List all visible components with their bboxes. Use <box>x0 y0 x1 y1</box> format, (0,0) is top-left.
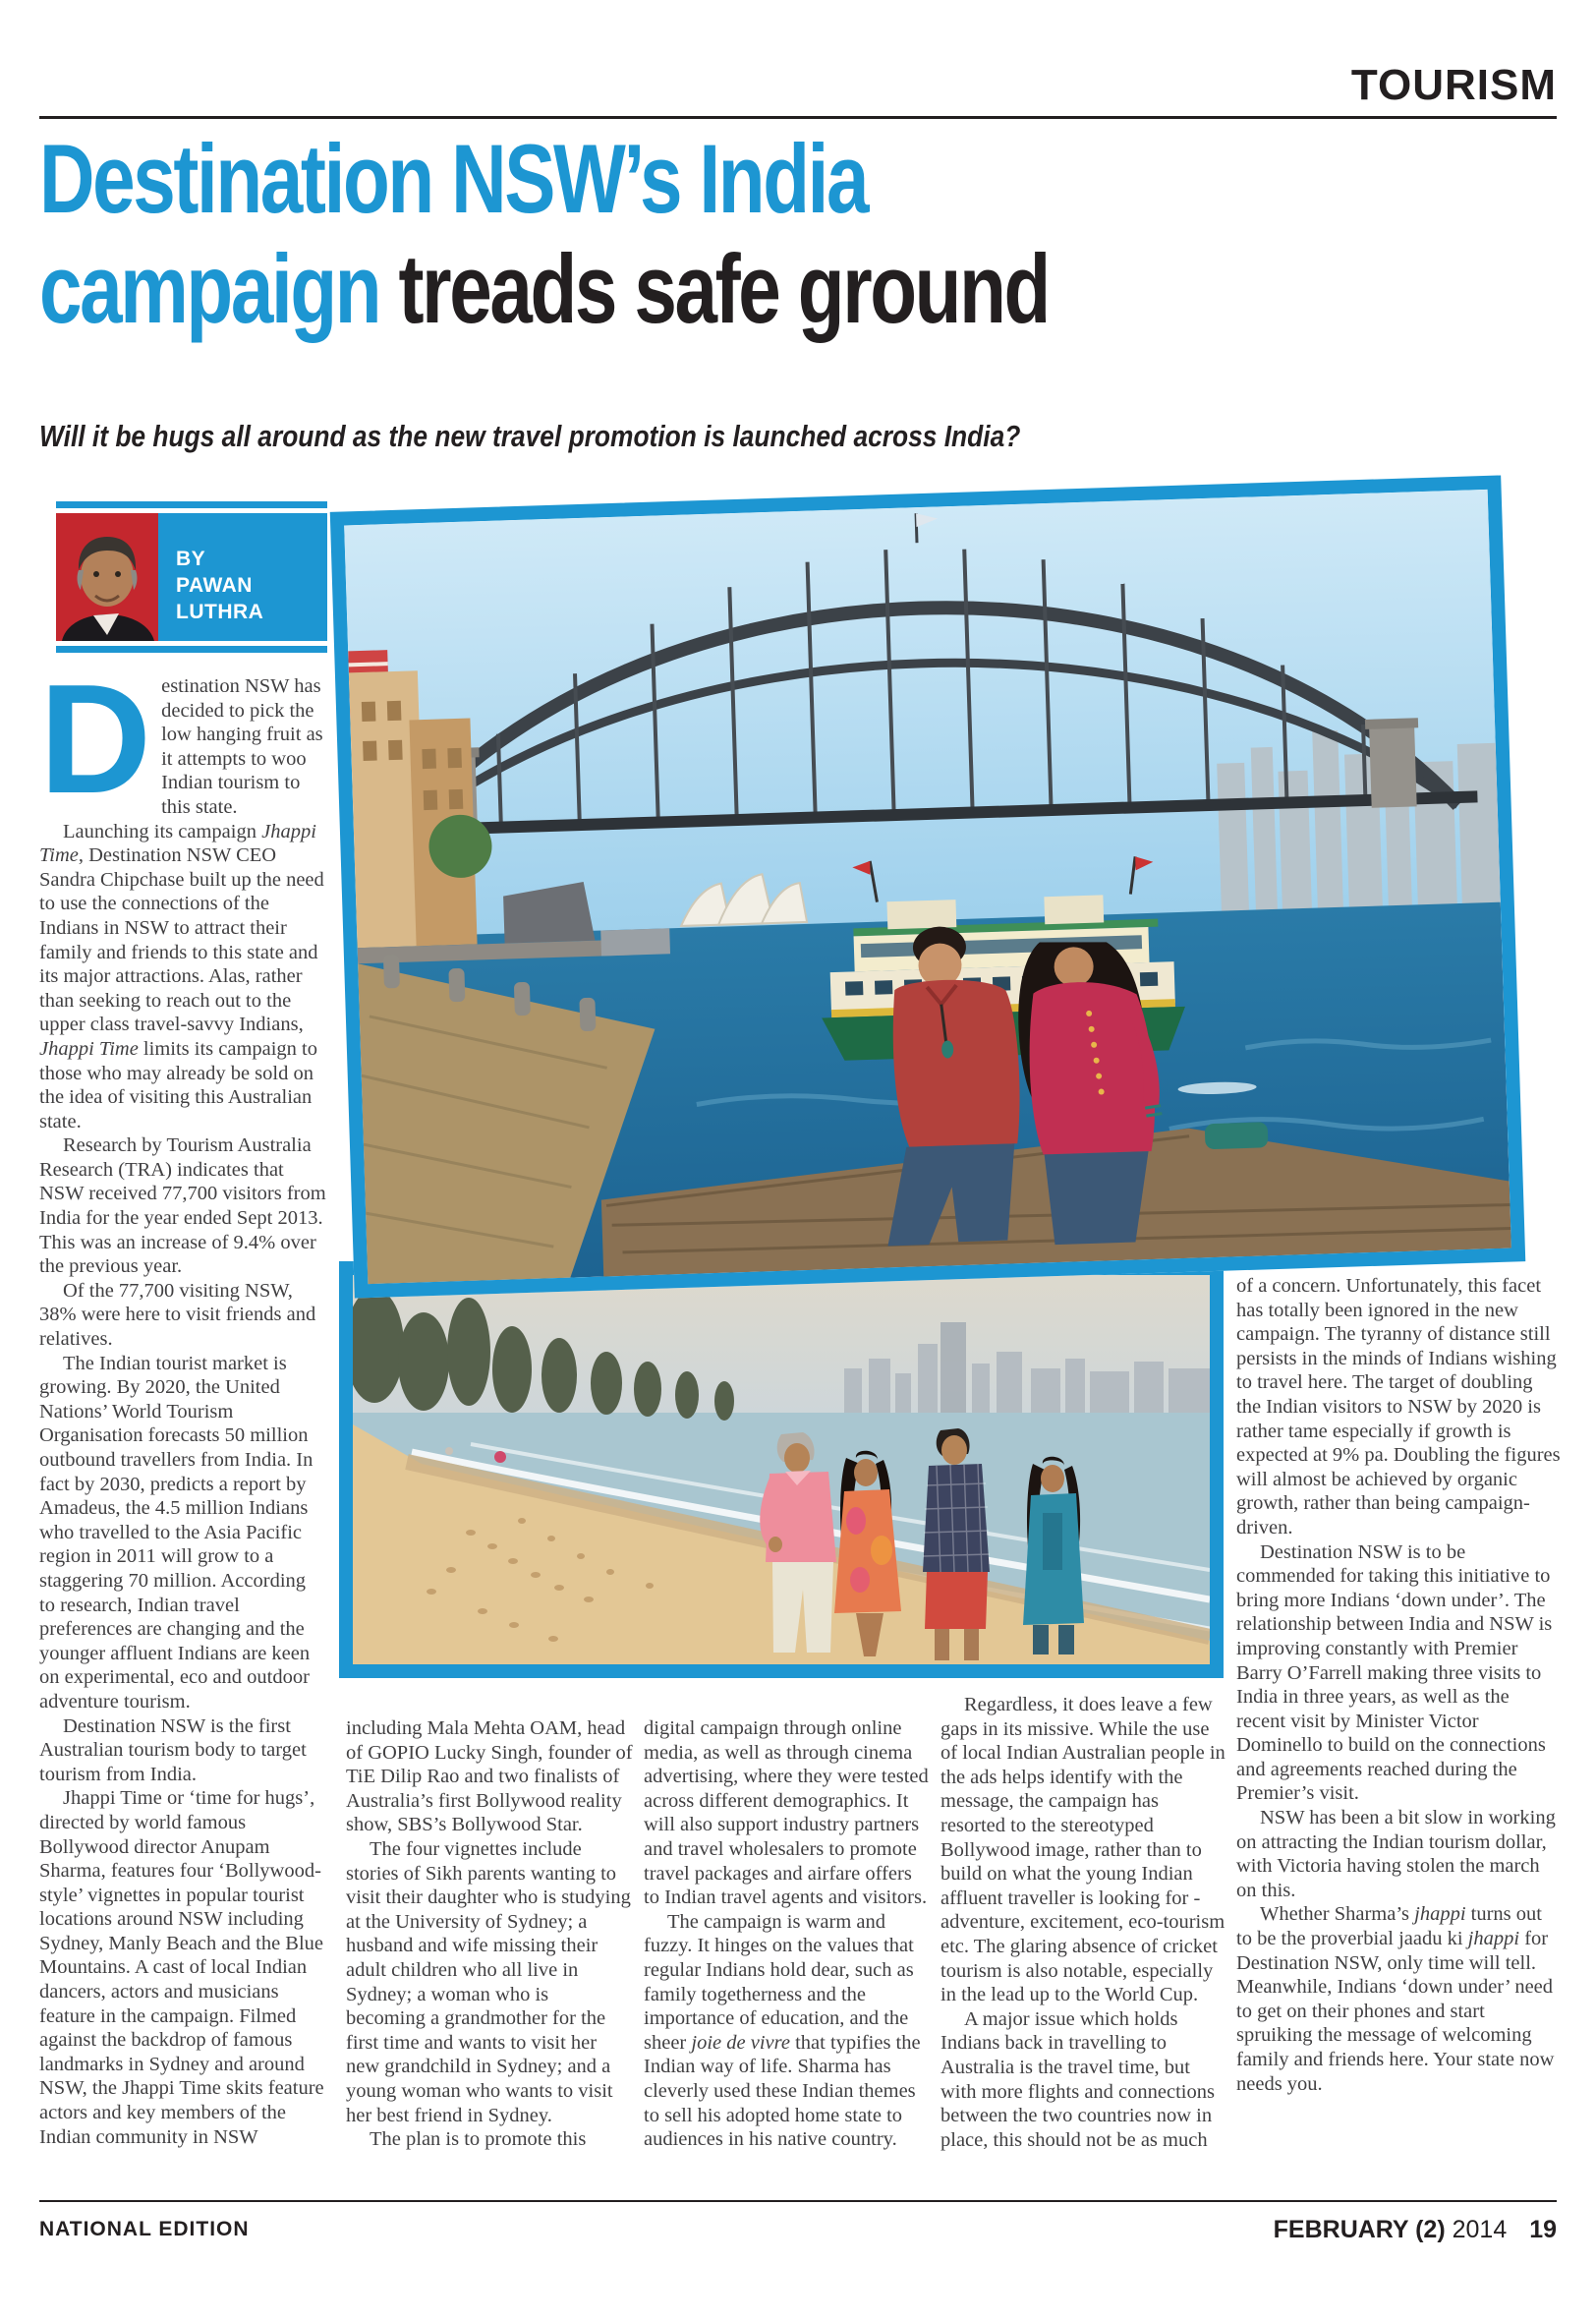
article-paragraph: The Indian tourist market is growing. By 2020, the United Nations’ World Tourism Organisation forecasts 50 million outbound travellers from India. In fact by 2030, predicts a report by Amadeus, the 4.5 million Indians who travelled to the Asia Pacific region in 2011 will grow to a staggering 70 million. According to research, Indian travel preferences are changing and the younger affluent Indians are keen on experimental, eco and outdoor adventure tourism. <box>39 1352 314 1712</box>
edition-label: NATIONAL EDITION <box>39 2218 250 2240</box>
byline-top-bar <box>56 501 327 508</box>
article-paragraph: The campaign is warm and fuzzy. It hinges on the values that regular Indians hold dear, such as family togetherness and the importance of education, and the sheer joie de vivre that typifies the Indian way of life. Sharma has cleverly used these Indian themes to sell his adopted home state to audiences in his native country. <box>644 1910 921 2151</box>
column-paragraphs <box>644 1716 931 2152</box>
byline-author: PAWAN LUTHRA <box>176 574 264 623</box>
headline-line2: campaign treads safe ground <box>39 234 1049 343</box>
column-paragraphs <box>346 1716 633 2152</box>
article-paragraph: The plan is to promote this <box>370 2128 587 2151</box>
article-column-5 <box>1236 1274 1561 2096</box>
byline-block <box>56 501 327 653</box>
article-paragraph: Whether Sharma’s jhappi turns out to be the proverbial jaadu ki jhappi for Destination NSW, only time will tell. Meanwhile, Indians ‘down under’ need to get on their phones and start spruiking the message of welcoming family and friends here. Your state now needs you. <box>1236 1903 1555 2095</box>
footer-date <box>1274 2216 1557 2244</box>
beach-photo-illustration <box>353 1275 1210 1664</box>
page-number: 19 <box>1529 2216 1557 2243</box>
standfirst: Will it be hugs all around as the new travel promotion is launched across India? <box>39 419 1021 453</box>
article-paragraph: digital campaign through online media, as well as through cinema advertising, where they were tested across different demographics. It will also support industry partners and travel wholesalers to promote travel packages and airfare offers to Indian travel agents and visitors. <box>644 1717 929 1909</box>
column-paragraphs <box>1236 1274 1561 2096</box>
lead-paragraph: Destination NSW has decided to pick the low hanging fruit as it attempts to woo Indian tourism to this state. <box>39 653 323 826</box>
author-portrait-illustration <box>56 513 158 641</box>
drop-cap: D <box>39 653 152 826</box>
article-paragraph: Destination NSW is the first Australian tourism body to target tourism from India. <box>39 1714 307 1785</box>
harbour-photo-illustration <box>344 490 1511 1284</box>
byline-bottom-bar <box>56 646 327 653</box>
beach-umbrella <box>494 1451 506 1463</box>
article-column-3 <box>644 1716 931 2152</box>
article-paragraph: Regardless, it does leave a few gaps in its missive. While the use of local Indian Australian people in the ads helps identify with the message, the campaign has resorted to the stereotyped Bollywood image, rather than to build on what the young Indian affluent traveller is looking for - adventure, excitement, eco-tourism etc. The glaring absence of cricket tourism is also notable, especially in the lead up to the World Cup. <box>940 1694 1226 2006</box>
headline-line1: Destination NSW’s India <box>39 124 868 233</box>
article-paragraph: Research by Tourism Australia Research (TRA) indicates that NSW received 77,700 visitors from India for the year ended Sept 2013. This was an increase of 9.4% over the previous year. <box>39 1134 326 1278</box>
harbour-photo <box>330 475 1526 1298</box>
article-column-2 <box>346 1716 633 2152</box>
column-paragraphs <box>940 1693 1227 2152</box>
headline <box>39 124 1049 344</box>
beach-photo <box>339 1261 1224 1678</box>
footer-year: 2014 <box>1452 2216 1508 2243</box>
header-rule <box>39 116 1557 119</box>
article-paragraph: The four vignettes include stories of Sikh parents wanting to visit their daughter who is studying at the University of Sydney; a husband and wife missing their adult children who all live in Sydney; a woman who is becoming a grandmother for the first time and wants to visit her new grandchild in Sydney; and a young woman who wants to visit her best friend in Sydney. <box>346 1837 631 2126</box>
article-paragraph: of a concern. Unfortunately, this facet has totally been ignored in the new campaign. The tyranny of distance still persists in the minds of Indians wishing to travel here. The target of doubling the Indian visitors to NSW by 2020 is rather tame especially if growth is expected at 9% pa. Doubling the figures will almost be achieved by organic growth, rather than being campaign-driven. <box>1236 1275 1561 1538</box>
article-paragraph: Jhappi Time or ‘time for hugs’, directed by world famous Bollywood director Anupam Sharma, features four ‘Bollywood-style’ vignettes in popular tourist locations around NSW including Sydney, Manly Beach and the Blue Mountains. A cast of local Indian dancers, actors and musicians feature in the campaign. Filmed against the backdrop of famous landmarks in Sydney and around NSW, the Jhappi Time skits feature actors and key members of the Indian community in NSW <box>39 1787 324 2148</box>
article-paragraph: including Mala Mehta OAM, head of GOPIO Lucky Singh, founder of TiE Dilip Rao and two finalists of Australia’s first Bollywood reality show, SBS’s Bollywood Star. <box>346 1717 633 1836</box>
section-label: TOURISM <box>1350 61 1557 109</box>
article-paragraph: Launching its campaign Jhappi Time, Destination NSW CEO Sandra Chipchase built up the need to use the connections of the Indians in NSW to attract their family and friends to this state and its major attractions. Alas, rather than seeking to reach out to the upper class travel-savvy Indians, Jhappi Time limits its campaign to those who may already be sold on the idea of visiting this Australian state. <box>39 820 324 1132</box>
author-photo <box>56 513 158 641</box>
article-paragraph: A major issue which holds Indians back in travelling to Australia is the travel time, but with more flights and connections between the two countries now in place, this should not be as much <box>940 2007 1215 2151</box>
article-column-4 <box>940 1693 1227 2152</box>
column-paragraphs <box>39 820 326 2150</box>
article-column-1 <box>39 653 326 2149</box>
footer-month: FEBRUARY (2) <box>1273 2216 1446 2243</box>
byline-panel <box>158 513 327 641</box>
article-paragraph: NSW has been a bit slow in working on attracting the Indian tourism dollar, with Victoria having stolen the march on this. <box>1236 1807 1556 1901</box>
article-paragraph: Of the 77,700 visiting NSW, 38% were here to visit friends and relatives. <box>39 1279 316 1351</box>
footer-rule <box>39 2200 1557 2202</box>
byline-by: BY <box>176 548 206 570</box>
article-paragraph: Destination NSW is to be commended for taking this initiative to bring more Indians ‘down under’. The relationship between India and NSW is improving constantly with Premier Barry O’Farrell making three visits to India in three years, as well as the recent visit by Minister Victor Dominello to build on the connections and agreements reached during the Premier’s visit. <box>1236 1540 1553 1805</box>
